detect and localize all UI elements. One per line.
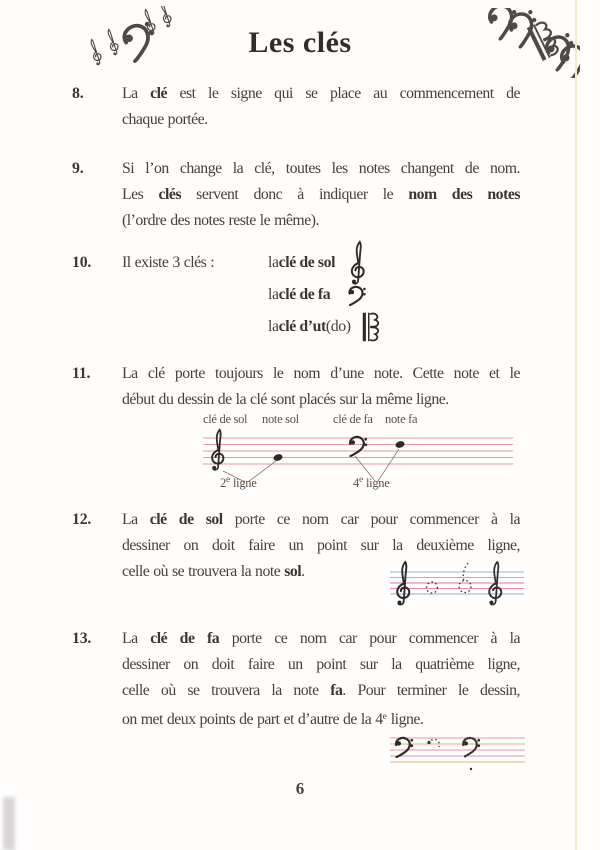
text-line [122, 387, 520, 413]
text-segment: porte ce nom car pour commencer à la [219, 630, 520, 647]
page-number: 6 [295, 779, 305, 798]
clef-item-name: clé d’ut [278, 318, 326, 335]
text-segment: dessiner on doit faire un point sur la quatrième ligne, [122, 656, 520, 673]
text-segment: fa [330, 682, 343, 699]
paragraph [122, 156, 520, 234]
label-cle-de-fa: clé de fa [333, 412, 373, 426]
clef-list-row-ut [268, 314, 381, 340]
text-segment: e [382, 712, 387, 722]
bass-clef-icon [396, 738, 413, 757]
label-cle-de-sol: clé de sol [203, 412, 248, 426]
text-segment: porte ce nom car pour commencer à la [222, 511, 520, 528]
text-segment: La clé porte toujours le nom d’une note. Cette note et le [122, 365, 520, 382]
staff-drawing-treble-clef [388, 556, 580, 618]
text-segment: clé [150, 85, 168, 102]
dotted-stray-dot [470, 768, 472, 770]
dotted-bass-clef-icon [463, 738, 480, 757]
text-segment: ligne. [386, 711, 424, 728]
text-segment: clé de sol [149, 511, 223, 528]
text-segment: dessiner on doit faire un point sur la deuxième ligne, [122, 537, 520, 554]
text-segment: nom des notes [408, 186, 521, 203]
text-segment: . Pour terminer le dessin, [342, 682, 520, 699]
label-4e-ligne: 4e ligne [353, 475, 390, 490]
text-segment: chaque portée. [122, 111, 208, 128]
text-segment: celle où se trouvera la note [122, 563, 285, 580]
text-segment: Il existe 3 clés : [122, 254, 215, 271]
staff-illustration-clef-names [195, 412, 530, 500]
note-sol [273, 453, 284, 462]
clef-item-prefix: la [268, 286, 279, 303]
text-segment: La [122, 511, 150, 528]
text-line [122, 182, 520, 208]
clef-list-row-sol [268, 250, 371, 276]
text-line [122, 652, 520, 678]
text-segment: servent donc à indiquer le [181, 186, 409, 203]
staff-drawing-bass-clef [388, 734, 580, 776]
text-segment: celle où se trouvera la note [122, 682, 331, 699]
alto-clef-icon [361, 312, 381, 342]
treble-clef-icon [344, 240, 371, 286]
decorative-treble-clef-icon [157, 6, 174, 27]
clef-item-name: clé de fa [278, 286, 331, 303]
bass-clef-icon [342, 285, 372, 306]
text-line [122, 704, 520, 730]
note-fa [395, 440, 406, 449]
paragraph [122, 361, 520, 413]
text-segment: on met deux points de part et d’autre de la 4 [122, 711, 383, 728]
paragraph [122, 81, 520, 133]
paragraph [122, 626, 520, 730]
clef-item-name: clé de sol [278, 254, 336, 271]
text-segment: La [122, 85, 151, 102]
text-line [122, 208, 520, 234]
text-segment: Si l’on change la clé, toutes les notes changent de nom. [122, 160, 520, 177]
paragraph-number: 12. [72, 511, 92, 528]
label-note-sol: note sol [262, 412, 299, 426]
text-segment: (l’ordre des notes reste le même). [122, 212, 319, 229]
paragraph-number: 8. [72, 85, 84, 102]
text-segment: clés [158, 186, 182, 203]
text-segment: sol [284, 563, 302, 580]
scan-shadow [3, 797, 15, 850]
text-segment: Les [122, 186, 159, 203]
clef-item-prefix: la [268, 254, 279, 271]
paragraph-number: 11. [72, 365, 91, 382]
text-line [122, 156, 520, 182]
text-line [122, 81, 520, 107]
clef-item-suffix: (do) [325, 318, 351, 335]
page-title: Les clés [248, 26, 352, 59]
label-2e-ligne: 2e ligne [220, 475, 257, 490]
text-line [122, 626, 520, 652]
paragraph-number: 9. [72, 160, 84, 177]
text-segment: . [301, 563, 305, 580]
clef-list-row-fa [268, 282, 372, 308]
bass-clef-icon [350, 437, 367, 456]
text-line [122, 678, 520, 704]
text-line [122, 507, 520, 533]
text-line [122, 361, 520, 387]
text-segment: début du dessin de la clé sont placés sur la même ligne. [122, 391, 449, 408]
dotted-step-circle [427, 582, 438, 593]
paragraph-number: 10. [72, 254, 92, 271]
text-segment: La [122, 630, 151, 647]
scan-page-edge [575, 0, 577, 850]
label-note-fa: note fa [385, 412, 418, 426]
text-segment: clé de fa [150, 630, 220, 647]
text-line [122, 107, 520, 133]
dotted-step-curl [427, 739, 439, 747]
paragraph-number: 13. [72, 630, 92, 647]
clef-item-prefix: la [268, 318, 279, 335]
text-segment: est le signe qui se place au commencement de [167, 85, 520, 102]
